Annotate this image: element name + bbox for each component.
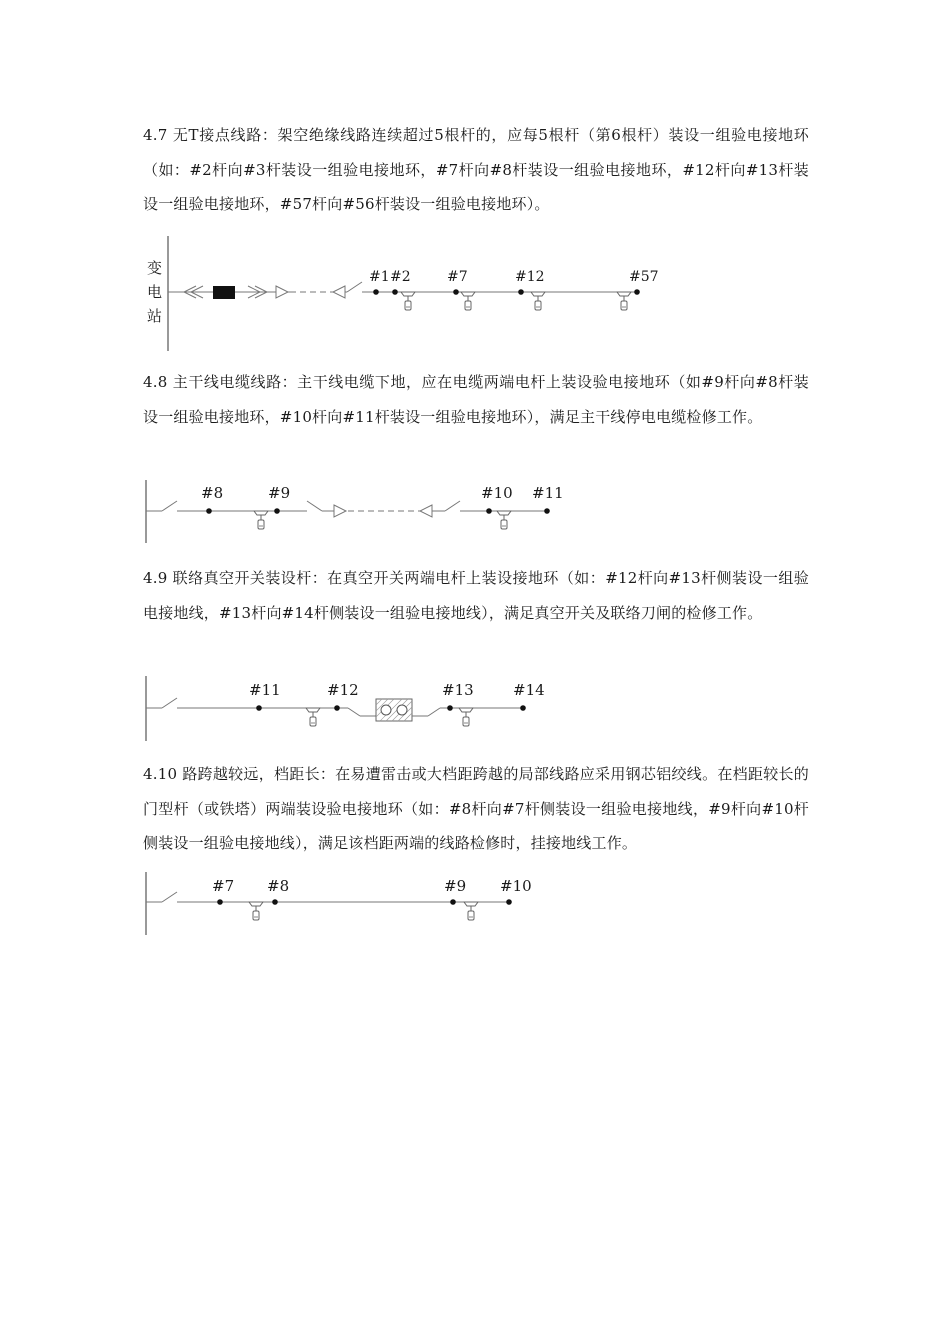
pole-dot [274,508,280,514]
pole-label: #7 [447,269,468,285]
pole-label: #13 [442,681,474,699]
pole-label: #10 [481,484,513,502]
switch-icon [162,892,177,902]
grounding-ring-icon [497,511,511,529]
pole-dot [206,508,212,514]
section-4-8-text: 4.8 主干线电缆线路：主干线电缆下地，应在电缆两端电杆上装设验电接地环（如#9杆向#8杆装设一组验电接地环，#10杆向#11杆装设一组验电接地环），满足主干线停电电缆检修工作。 [143,373,809,426]
cable-head-icon [420,505,432,517]
station-label-char: 变 [147,259,163,277]
pole-dot [256,705,262,711]
grounding-ring-icon [401,292,415,310]
section-4-9-text: 4.9 联络真空开关装设杆：在真空开关两端电杆上装设接地环（如：#12杆向#13杆侧装设一组验电接地线，#13杆向#14杆侧装设一组验电接地线），满足真空开关及联络刀闸的检修工作。 [143,569,809,622]
pole-label: #8 [201,484,224,502]
pole-label: #14 [513,681,545,699]
diagram-4-9 [146,676,545,741]
pole-dot [486,508,492,514]
pole-dot [506,899,512,905]
grounding-ring-icon [459,708,473,726]
grounding-ring-icon [464,902,478,920]
pole-label: #9 [444,877,467,895]
pole-dot [450,899,456,905]
station-label-char: 电 [147,283,163,301]
pole-label: #12 [327,681,359,699]
pole-dot [453,289,459,295]
cable-head-icon [333,286,345,298]
pole-label: #12 [515,269,545,285]
pole-dot [447,705,453,711]
switch-icon [162,501,177,511]
pole-label: #11 [532,484,564,502]
pole-label: #2 [390,269,411,285]
diagram-4-8 [146,480,564,543]
vacuum-switch-icon [376,699,412,721]
grounding-ring-icon [531,292,545,310]
pole-label: #9 [268,484,291,502]
pole-dot [334,705,340,711]
grounding-ring-icon [617,292,631,310]
pole-dot [634,289,640,295]
breaker-icon [213,286,235,299]
pole-label: #11 [249,681,281,699]
section-4-10-text: 4.10 路跨越较远，档距长：在易遭雷击或大档距跨越的局部线路应采用钢芯铝绞线。在档距较长的门型杆（或铁塔）两端装设验电接地环（如：#8杆向#7杆侧装设一组验电接地线，#9杆向#10杆侧装设一组验电接地线），满足该档距两端的线路检修时，挂接地线工作。 [143,765,809,852]
pole-label: #8 [267,877,290,895]
section-4-7-text: 4.7 无T接点线路：架空绝缘线路连续超过5根杆的，应每5根杆（第6根杆）装设一组验电接地环（如：#2杆向#3杆装设一组验电接地环，#7杆向#8杆装设一组验电接地环，#12杆向#13杆装设一组验电接地环，#57杆向#56杆装设一组验电接地环）。 [143,126,809,213]
grounding-ring-icon [306,708,320,726]
station-label-char: 站 [147,307,163,325]
switch-icon [162,698,177,708]
pole-dot [544,508,550,514]
pole-dot [392,289,398,295]
cable-head-icon [334,505,346,517]
pole-dot [217,899,223,905]
pole-dot [272,899,278,905]
diagram-4-10 [146,872,532,935]
switch-icon [445,501,460,511]
grounding-ring-icon [461,292,475,310]
pole-label: #10 [500,877,532,895]
grounding-ring-icon [254,511,268,529]
cable-head-icon [276,286,288,298]
pole-label: #1 [369,269,390,285]
pole-dot [373,289,379,295]
pole-dot [520,705,526,711]
switch-icon [307,501,322,511]
pole-label: #57 [629,269,659,285]
pole-dot [518,289,524,295]
pole-label: #7 [212,877,235,895]
diagram-4-7 [147,236,659,351]
grounding-ring-icon [249,902,263,920]
